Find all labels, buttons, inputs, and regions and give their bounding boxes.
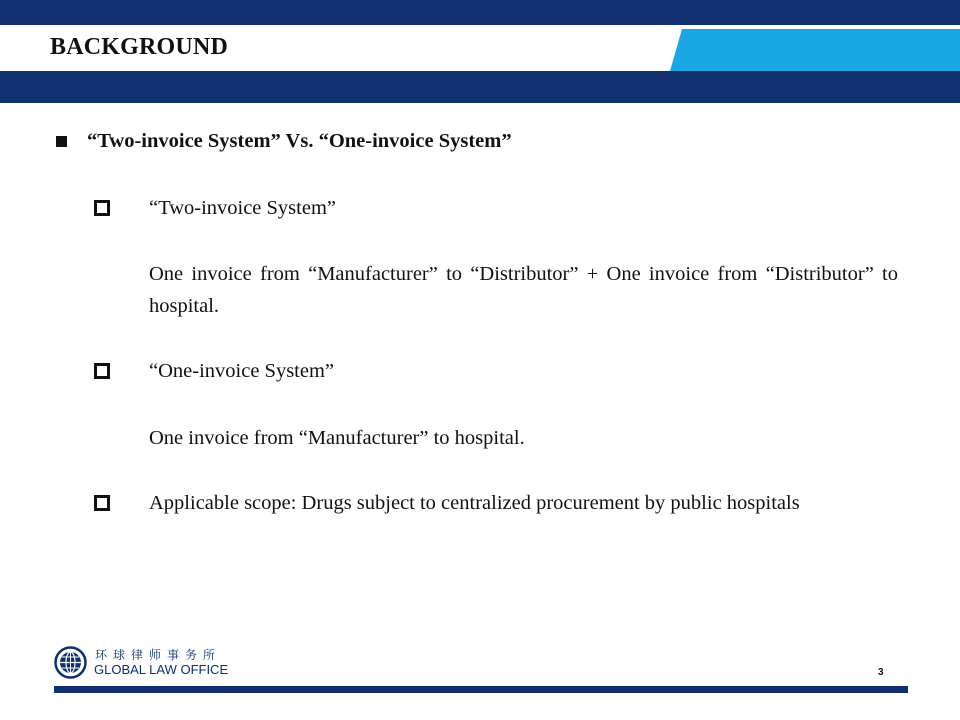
globe-logo-icon [54, 646, 87, 679]
footer-bar [54, 686, 908, 693]
filled-square-bullet-icon [56, 136, 67, 147]
two-invoice-description: One invoice from “Manufacturer” to “Distributor” + One invoice from “Distributor” to hospital. [149, 263, 898, 317]
firm-name-chinese: 环球律师事务所 [95, 648, 222, 662]
sub-bullet-label: “One-invoice System” [149, 360, 335, 382]
header-top-band [0, 0, 960, 25]
header-bottom-band [0, 71, 960, 103]
hollow-square-bullet-icon [94, 495, 110, 511]
hollow-square-bullet-icon [94, 200, 110, 216]
slide-title: BACKGROUND [50, 34, 229, 60]
main-bullet-text: “Two-invoice System” Vs. “One-invoice System” [87, 130, 512, 152]
firm-name-english: GLOBAL LAW OFFICE [94, 662, 229, 677]
header-accent-shape [670, 29, 960, 71]
page-number: 3 [878, 667, 884, 678]
one-invoice-description: One invoice from “Manufacturer” to hospital. [149, 427, 525, 449]
hollow-square-bullet-icon [94, 363, 110, 379]
sub-bullet-label: “Two-invoice System” [149, 197, 337, 219]
sub-bullet-label: Applicable scope: Drugs subject to centralized procurement by public hospitals [149, 492, 800, 514]
